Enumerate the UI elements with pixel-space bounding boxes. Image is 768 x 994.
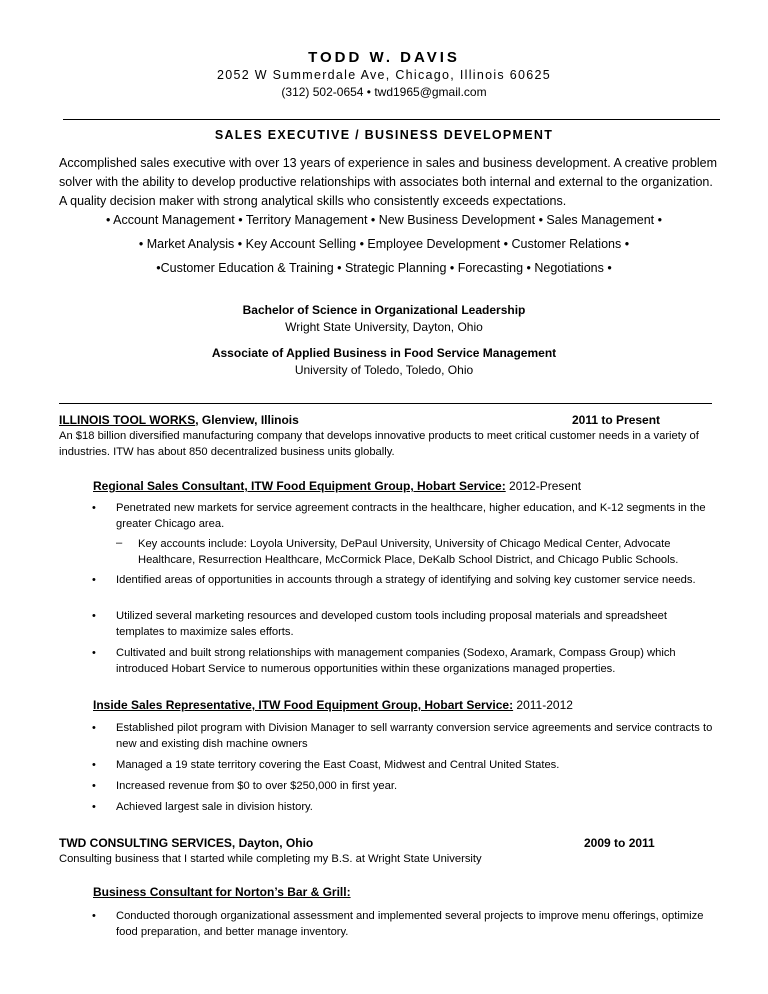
bullet-text: Achieved largest sale in division history. [116,801,313,813]
bullet-icon: • [92,910,96,922]
summary: Accomplished sales executive with over 13 years of experience in sales and business development. A creative problem solver with the ability to develop productive relationships with associates both internal and external to the organization. A quality decision maker with strong analytical skills who consistently exceeds expectations. [59,156,717,208]
role-period: 2012-Present [505,479,582,493]
bullet-text: Identified areas of opportunities in accounts through a strategy of identifying and solving key customer service needs. [116,574,696,586]
divider [63,119,720,120]
bullet-text: Established pilot program with Division Manager to sell warranty conversion service agreements and service contracts to new and existing dish machine owners [116,722,713,750]
skills-line: •Customer Education & Training • Strategic Planning • Forecasting • Negotiations • [156,261,612,275]
role-heading [93,698,573,712]
education-degree: Associate of Applied Business in Food Service Management [211,346,557,360]
bullet-text: Cultivated and built strong relationships with management companies (Sodexo, Aramark, Compass Group) which introduced Hobart Service to numerous opportunities within these organizations managed properties. [116,647,676,675]
bullet-icon: • [92,647,96,659]
bullet-text: Increased revenue from $0 to over $250,000 in first year. [116,780,398,792]
headline: SALES EXECUTIVE / BUSINESS DEVELOPMENT [214,128,554,142]
skills-line: • Market Analysis • Key Account Selling • Employee Development • Customer Relations • [138,237,630,251]
company-description: An $18 billion diversified manufacturing company that develops innovative products to meet critical customer needs in a variety of industries. ITW has about 850 decentralized business units globally. [59,430,699,458]
bullet-icon: • [92,722,96,734]
company-description: Consulting business that I started while completing my B.S. at Wright State University [59,853,482,865]
bullet-icon: • [92,759,96,771]
role-title: Inside Sales Representative, ITW Food Equipment Group, Hobart Service: [93,698,514,712]
dash-icon: – [116,537,123,549]
bullet-icon: • [92,801,96,813]
role-period: 2011-2012 [513,698,573,712]
address: 2052 W Summerdale Ave, Chicago, Illinois 60625 [216,68,552,82]
company-name: ILLINOIS TOOL WORKS [59,413,196,427]
bullet-icon: • [92,780,96,792]
role-heading [93,885,351,899]
company-heading [59,836,313,850]
divider [59,403,712,404]
bullet-icon: • [92,610,96,622]
sub-bullet-text: Key accounts include: Loyola University, DePaul University, University of Chicago Medical Center, Advocate Healthcare, Resurrection Healthcare, McCormick Place, DeKalb School District, and Chicago Public Schools. [138,538,679,566]
contact-info: (312) 502-0654 • twd1965@gmail.com [281,85,487,99]
bullet-icon: • [92,502,96,514]
bullet-text: Managed a 19 state territory covering the East Coast, Midwest and Central United States. [116,759,560,771]
bullet-text: Utilized several marketing resources and developed custom tools including proposal materials and spreadsheet templates to maximize sales efforts. [116,610,667,638]
company-location: , Dayton, Ohio [231,836,314,850]
company-location: , Glenview, Illinois [195,413,299,427]
bullet-icon: • [92,574,96,586]
company-heading [59,413,299,427]
job-dates: 2009 to 2011 [584,836,655,850]
skills-line: • Account Management • Territory Management • New Business Development • Sales Management • [106,213,662,227]
role-title: Regional Sales Consultant, ITW Food Equipment Group, Hobart Service: [93,479,506,493]
role-title: Business Consultant for Norton’s Bar & Grill: [93,885,351,899]
education-school: Wright State University, Dayton, Ohio [285,320,483,334]
company-name: TWD CONSULTING SERVICES [59,836,232,850]
bullet-text: Penetrated new markets for service agreement contracts in the healthcare, higher education, and K-12 segments in the greater Chicago area. [116,502,706,530]
job-dates: 2011 to Present [572,413,661,427]
role-heading [93,479,581,493]
education-school: University of Toledo, Toledo, Ohio [294,363,474,377]
education-degree: Bachelor of Science in Organizational Leadership [242,303,526,317]
bullet-text: Conducted thorough organizational assessment and implemented several projects to improve menu offerings, optimize food preparation, and better manage inventory. [116,910,704,938]
candidate-name: TODD W. DAVIS [308,49,460,66]
